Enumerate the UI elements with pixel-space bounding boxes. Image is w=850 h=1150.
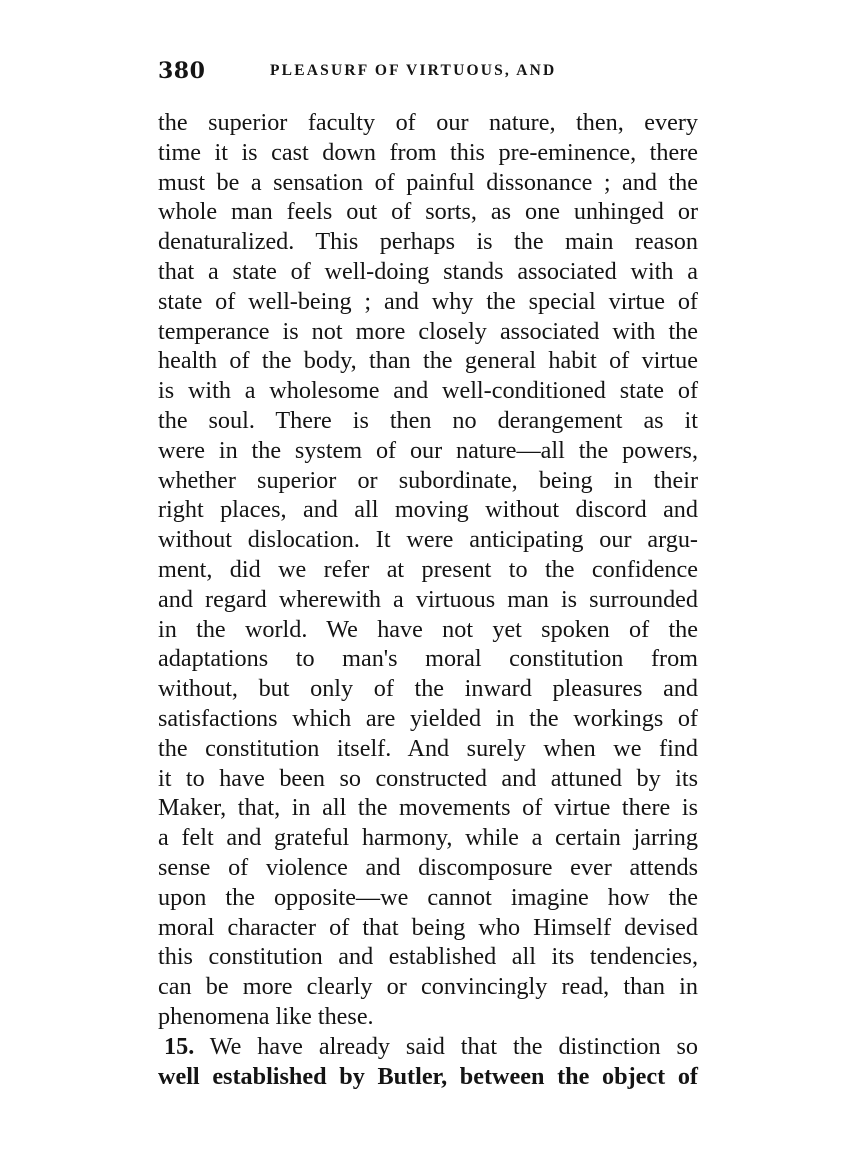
text-line: upon the opposite—we cannot imagine how the — [158, 883, 698, 911]
text-line: and regard wherewith a virtuous man is surrounded — [158, 585, 698, 613]
text-line: health of the body, than the general habit of virtue — [158, 347, 698, 375]
text-line: the constitution itself. And surely when we find — [158, 734, 698, 762]
page-header — [158, 58, 698, 90]
text-line: without dislocation. It were anticipating our argu- — [158, 526, 698, 554]
text-line: Maker, that, in all the movements of virtue there is — [158, 794, 698, 822]
text-line: is with a wholesome and well-conditioned state of — [158, 377, 698, 405]
text-line: that a state of well-doing stands associated with a — [158, 257, 698, 285]
running-head: PLEASURF OF VIRTUOUS, AND — [270, 62, 557, 79]
text-line: temperance is not more closely associated with the — [158, 317, 698, 345]
text-line: right places, and all moving without discord and — [158, 496, 698, 524]
text-line: it to have been so constructed and attuned by its — [158, 764, 698, 792]
body-text — [158, 108, 698, 1091]
section-15-second-line: well established by Butler, between the object of — [158, 1062, 698, 1090]
paragraph-last-line: phenomena like these. — [158, 1002, 374, 1030]
text-line: the soul. There is then no derangement as it — [158, 406, 698, 434]
text-line: state of well-being ; and why the special virtue of — [158, 287, 698, 315]
page-number: 380 — [158, 58, 206, 84]
text-line: can be more clearly or convincingly read, than in — [158, 973, 698, 1001]
text-line: a felt and grateful harmony, while a certain jarring — [158, 824, 698, 852]
section-15-text: We have already said that the distinction so — [209, 1032, 698, 1060]
text-line: the superior faculty of our nature, then, every — [158, 109, 698, 136]
text-line: adaptations to man's moral constitution from — [158, 645, 698, 673]
text-line: this constitution and established all its tendencies, — [158, 943, 698, 971]
text-line: sense of violence and discomposure ever attends — [158, 853, 698, 881]
text-line: moral character of that being who Himself devised — [158, 913, 698, 941]
text-line: in the world. We have not yet spoken of the — [158, 615, 698, 643]
text-line: ment, did we refer at present to the confidence — [158, 555, 698, 583]
text-line: whole man feels out of sorts, as one unhinged or — [158, 198, 698, 226]
text-line: denaturalized. This perhaps is the main reason — [158, 228, 698, 256]
text-line: time it is cast down from this pre-eminence, there — [158, 138, 698, 166]
section-15-first-line — [158, 1032, 698, 1062]
section-number: 15. — [164, 1032, 195, 1060]
text-line: satisfactions which are yielded in the workings of — [158, 704, 698, 732]
text-line: must be a sensation of painful dissonance ; and the — [158, 168, 698, 196]
text-line: whether superior or subordinate, being in their — [158, 466, 698, 494]
text-line: were in the system of our nature—all the powers, — [158, 436, 698, 464]
text-line: without, but only of the inward pleasures and — [158, 675, 698, 703]
